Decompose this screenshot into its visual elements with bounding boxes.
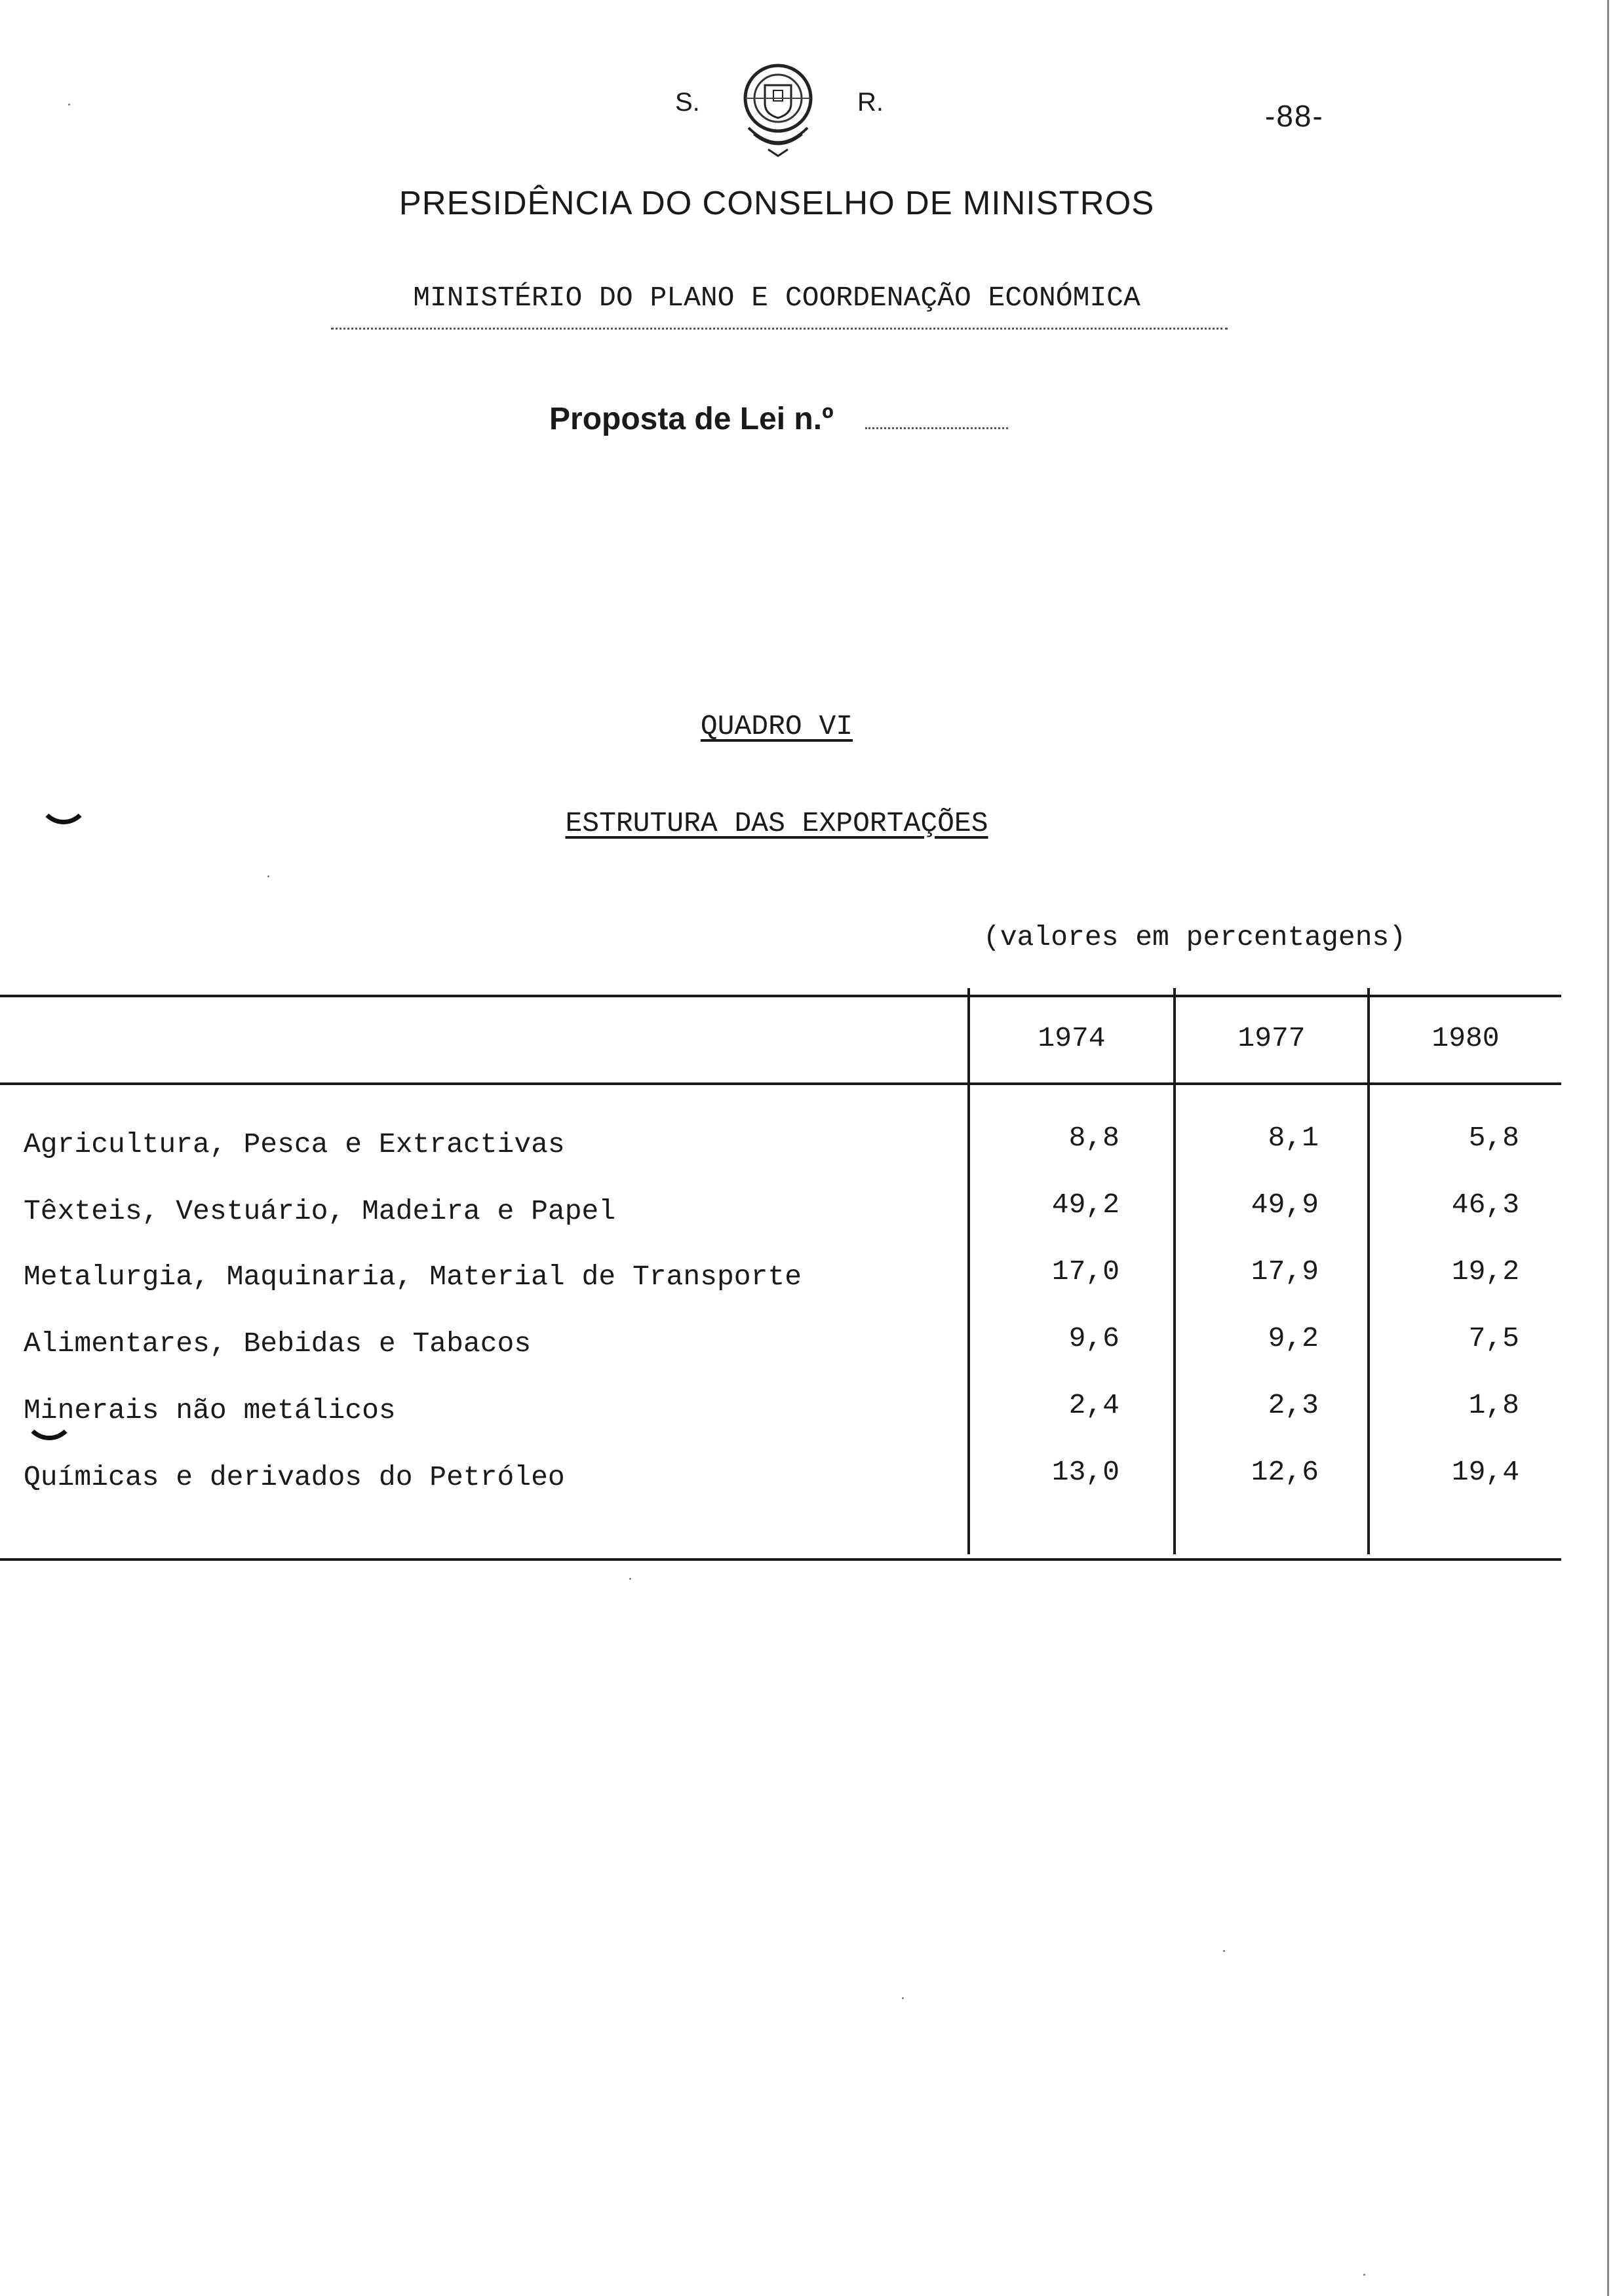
page-number: -88- [1265, 99, 1324, 133]
punch-hole-mark [24, 1389, 75, 1440]
cell-1977: 9,2 [1268, 1322, 1319, 1354]
column-divider-1974 [967, 988, 970, 1554]
cell-1974: 17,0 [1051, 1255, 1119, 1288]
table-title: ESTRUTURA DAS EXPORTAÇÕES [565, 807, 988, 839]
row-label: Químicas e derivados do Petróleo [24, 1461, 565, 1493]
ministry-dotted-rule [331, 328, 1228, 330]
cell-1974: 8,8 [1068, 1122, 1119, 1154]
table-header-rule [0, 1082, 1561, 1085]
proposal-label: Proposta de Lei n.º [549, 402, 834, 436]
column-divider-1977 [1173, 988, 1176, 1554]
table-bottom-rule [0, 1558, 1561, 1561]
scan-speck [68, 104, 70, 105]
scan-speck [1223, 1950, 1225, 1952]
cell-1980: 1,8 [1468, 1389, 1519, 1421]
cell-1977: 12,6 [1251, 1456, 1319, 1488]
cell-1980: 7,5 [1468, 1322, 1519, 1354]
table-top-rule [0, 995, 1561, 997]
cell-1974: 13,0 [1051, 1456, 1119, 1488]
row-label: Agricultura, Pesca e Extractivas [24, 1128, 565, 1160]
table-units-note: (valores em percentagens) [983, 921, 1407, 953]
cell-1977: 49,9 [1251, 1189, 1319, 1221]
row-label: Minerais não metálicos [24, 1394, 396, 1426]
row-label: Têxteis, Vestuário, Madeira e Papel [24, 1195, 616, 1227]
coat-of-arms-seal-icon [729, 52, 827, 164]
cell-1980: 5,8 [1468, 1122, 1519, 1154]
presidency-heading: PRESIDÊNCIA DO CONSELHO DE MINISTROS [399, 184, 1155, 221]
row-label: Metalurgia, Maquinaria, Material de Transporte [24, 1261, 802, 1293]
cell-1980: 46,3 [1451, 1189, 1519, 1221]
cell-1977: 17,9 [1251, 1255, 1319, 1288]
scan-speck [267, 875, 269, 877]
header-initial-left: S. [675, 88, 700, 117]
column-header-1980: 1980 [1431, 1022, 1500, 1054]
cell-1980: 19,4 [1451, 1456, 1519, 1488]
scan-speck [902, 1997, 904, 1999]
cell-1977: 8,1 [1268, 1122, 1319, 1154]
cell-1977: 2,3 [1268, 1389, 1319, 1421]
punch-hole-mark [38, 773, 89, 824]
ministry-heading: MINISTÉRIO DO PLANO E COORDENAÇÃO ECONÓMICA [413, 282, 1140, 314]
scan-speck [629, 1578, 631, 1580]
cell-1974: 49,2 [1051, 1189, 1119, 1221]
proposal-number-blank [865, 427, 1008, 429]
column-divider-1980 [1367, 988, 1370, 1554]
table-number: QUADRO VI [700, 710, 853, 742]
header-initial-right: R. [857, 88, 884, 117]
column-header-1974: 1974 [1038, 1022, 1106, 1054]
page-edge-shadow [1607, 0, 1609, 2296]
cell-1974: 9,6 [1068, 1322, 1119, 1354]
cell-1974: 2,4 [1068, 1389, 1119, 1421]
column-header-1977: 1977 [1237, 1022, 1306, 1054]
row-label: Alimentares, Bebidas e Tabacos [24, 1328, 532, 1360]
scan-speck [1363, 2274, 1365, 2276]
cell-1980: 19,2 [1451, 1255, 1519, 1288]
